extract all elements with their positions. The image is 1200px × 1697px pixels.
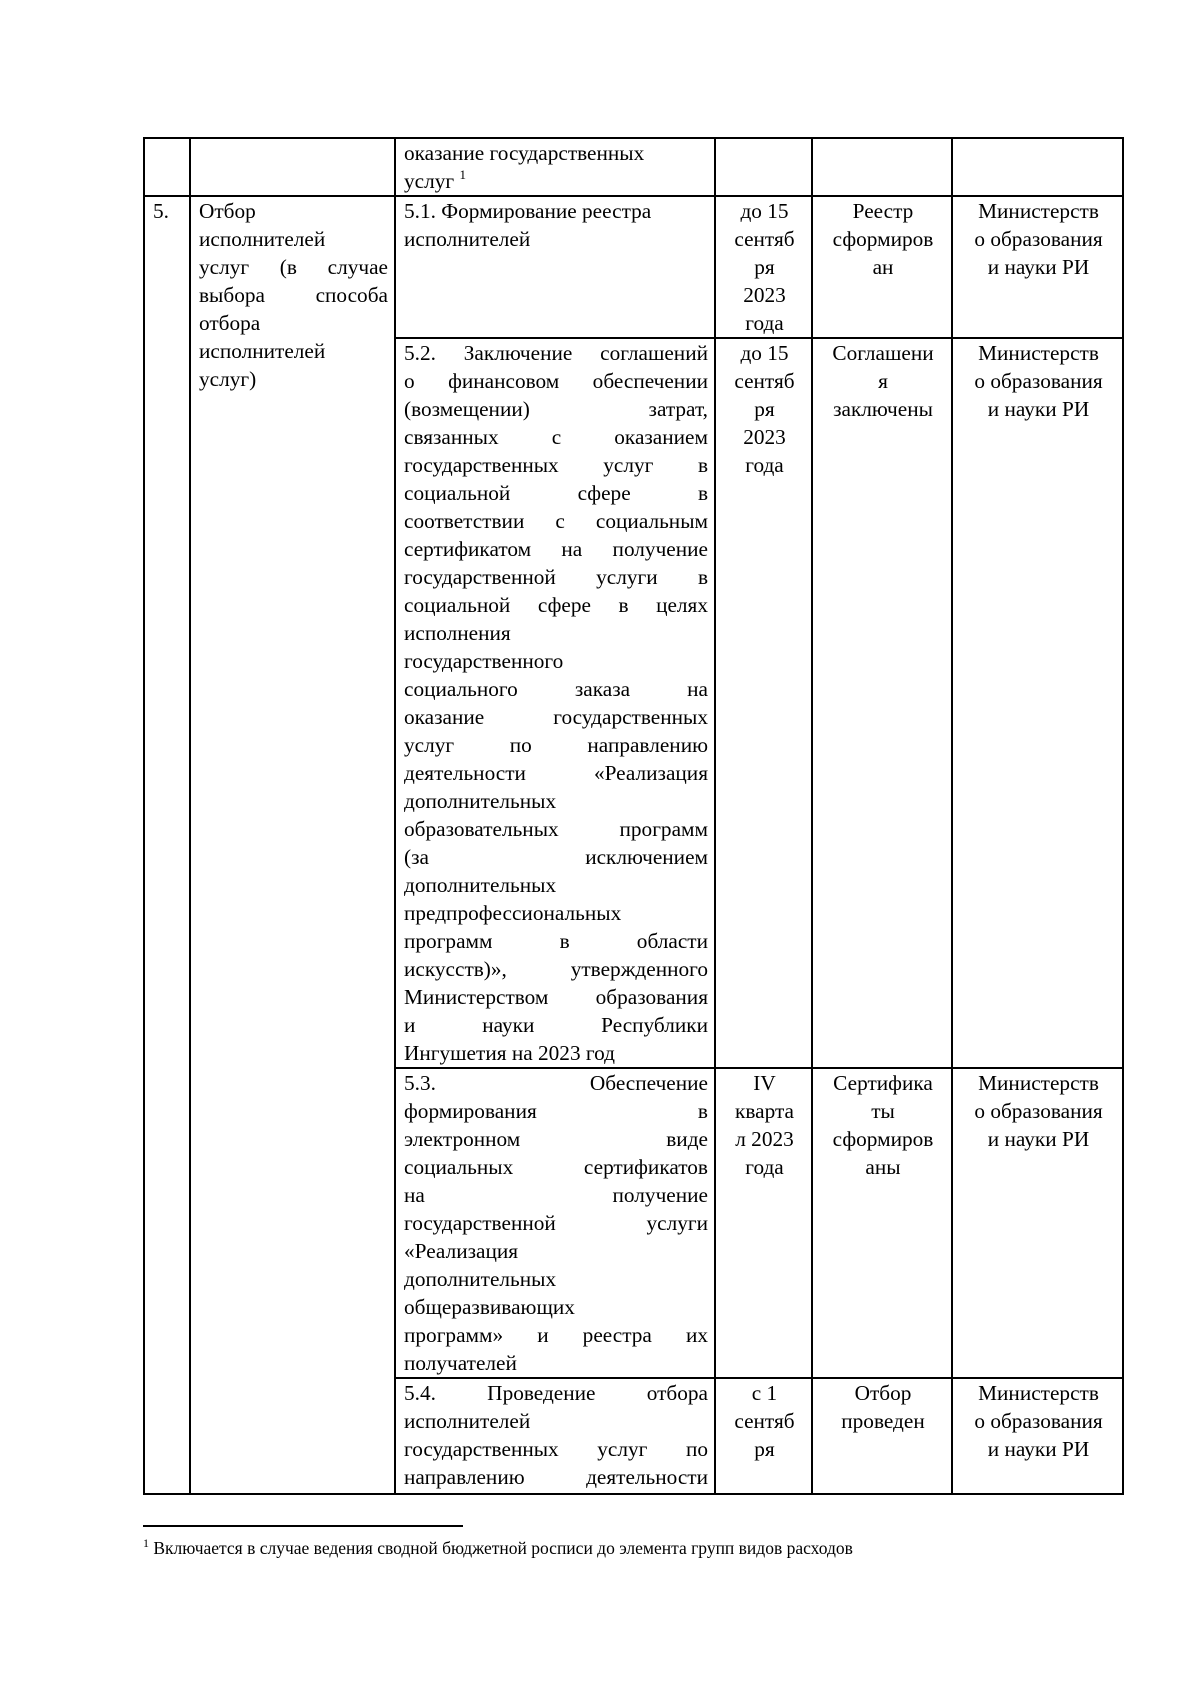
result-line: ан [872,255,894,279]
cell-number-empty [144,138,190,196]
footnote-mark: 1 [143,1536,149,1550]
result-line: заключены [833,397,933,421]
date-line: года [745,1155,784,1179]
cell-stage-empty [190,138,395,196]
date-line: года [745,453,784,477]
cell-date-5-4 [715,1378,812,1494]
result-line: сформиров [832,227,934,251]
responsible-line: о образования [974,1099,1103,1123]
cell-date-5-3 [715,1068,812,1378]
date-line: ря [754,397,775,421]
result-line: ты [871,1099,895,1123]
date-line: 2023 [743,425,786,449]
event-line: программ» и реестра их [404,1323,708,1347]
event-line: направлению деятельности [404,1465,708,1489]
stage-line: исполнителей [199,339,326,363]
cell-result-5-1 [812,196,952,338]
footnote-separator [143,1525,463,1527]
stage-line: выбора способа [199,283,388,307]
event-line: (возмещении) затрат, [404,397,708,421]
event-line: общеразвивающих [404,1295,575,1319]
event-line: оказание государственных [404,705,708,729]
event-line: программ в области [404,929,708,953]
event-line: «Реализация [404,1239,519,1263]
event-line: оказание государственных [404,141,645,165]
date-line: ря [754,1437,775,1461]
cell-date-5-2 [715,338,812,1068]
date-line: сентяб [734,227,795,251]
event-line: дополнительных [404,789,557,813]
cell-result-5-4 [812,1378,952,1494]
stage-line: услуг (в случае [199,255,388,279]
result-line: проведен [841,1409,925,1433]
stage-line: Отбор [199,199,256,223]
result-line: я [878,369,888,393]
cell-event-5-1 [395,196,715,338]
stage-line: услуг) [199,367,257,391]
event-line: 5.4. Проведение отбора [404,1381,708,1405]
footnote-text: Включается в случае ведения сводной бюджетной росписи до элемента групп видов расходов [149,1538,853,1558]
event-line: 5.2. Заключение соглашений [404,341,708,365]
stage-line: отбора [199,311,261,335]
date-line: ря [754,255,775,279]
event-line: образовательных программ [404,817,708,841]
responsible-line: о образования [974,1409,1103,1433]
result-line: Сертифика [833,1071,933,1095]
date-line: до 15 [740,341,789,365]
date-line: сентяб [734,1409,795,1433]
table-row-5-1 [144,196,1123,338]
event-line: услуг по направлению [404,733,708,757]
responsible-line: и науки РИ [987,255,1090,279]
event-line: 5.3. Обеспечение [404,1071,708,1095]
responsible-line: Министерств [978,1071,1099,1095]
date-line: кварта [735,1099,794,1123]
cell-responsible-empty [952,138,1123,196]
result-line: аны [865,1155,901,1179]
result-line: Отбор [854,1381,912,1405]
stage-line: исполнителей [199,227,326,251]
responsible-line: Министерств [978,341,1099,365]
cell-responsible-5-2 [952,338,1123,1068]
event-line: социальной сфере в [404,481,708,505]
event-line: исполнителей [404,227,531,251]
cell-result-empty [812,138,952,196]
event-line: социальных сертификатов [404,1155,708,1179]
event-line: искусств)», утвержденного [404,957,708,981]
date-line: л 2023 [735,1127,794,1151]
cell-stage [190,196,395,1494]
event-line: исполнителей [404,1409,531,1433]
cell-result-5-2 [812,338,952,1068]
responsible-line: Министерств [978,199,1099,223]
event-line: услуг [404,169,455,193]
event-line: дополнительных [404,1267,557,1291]
date-line: сентяб [734,369,795,393]
event-line: дополнительных [404,873,557,897]
table-row-continued [144,138,1123,196]
date-line: с 1 [751,1381,778,1405]
result-line: Соглашени [832,341,934,365]
cell-event-5-2 [395,338,715,1068]
cell-event-5-3 [395,1068,715,1378]
event-line: деятельности «Реализация [404,761,708,785]
cell-responsible-5-3 [952,1068,1123,1378]
responsible-line: и науки РИ [987,1127,1090,1151]
event-line: предпрофессиональных [404,901,622,925]
event-line: государственного [404,649,564,673]
event-line: Министерством образования [404,985,708,1009]
responsible-line: о образования [974,227,1103,251]
cell-result-5-3 [812,1068,952,1378]
event-line: государственной услуги в [404,565,708,589]
result-line: сформиров [832,1127,934,1151]
stage-text [199,197,388,393]
cell-date-empty [715,138,812,196]
event-line: государственных услуг по [404,1437,708,1461]
cell-number [144,196,190,1494]
event-line: электронном виде [404,1127,708,1151]
event-line: связанных с оказанием [404,425,708,449]
cell-responsible-5-1 [952,196,1123,338]
responsible-line: и науки РИ [987,397,1090,421]
responsible-line: Министерств [978,1381,1099,1405]
date-line: 2023 [743,283,786,307]
cell-event-5-4 [395,1378,715,1494]
cell-responsible-5-4 [952,1378,1123,1494]
responsible-line: о образования [974,369,1103,393]
date-line: IV [753,1071,776,1095]
cell-event-continued [395,138,715,196]
event-line: получателей [404,1351,517,1375]
event-line: социальной сфере в целях [404,593,708,617]
row-number: 5. [153,199,169,223]
event-line: 5.1. Формирование реестра [404,199,652,223]
responsible-line: и науки РИ [987,1437,1090,1461]
event-line: сертификатом на получение [404,537,708,561]
event-line: соответствии с социальным [404,509,708,533]
event-line: социального заказа на [404,677,708,701]
event-line: формирования в [404,1099,708,1123]
event-line: государственной услуги [404,1211,708,1235]
footnote [143,1536,1103,1560]
result-line: Реестр [852,199,914,223]
event-line: Ингушетия на 2023 год [404,1041,616,1065]
event-line: на получение [404,1183,708,1207]
event-line: исполнения [404,621,511,645]
event-line: и науки Республики [404,1013,708,1037]
event-line: (за исключением [404,845,708,869]
event-line: о финансовом обеспечении [404,369,708,393]
cell-date-5-1 [715,196,812,338]
footnote-reference: 1 [459,167,466,182]
plan-table [143,137,1124,1495]
event-line: государственных услуг в [404,453,708,477]
date-line: до 15 [740,199,789,223]
date-line: года [745,311,784,335]
